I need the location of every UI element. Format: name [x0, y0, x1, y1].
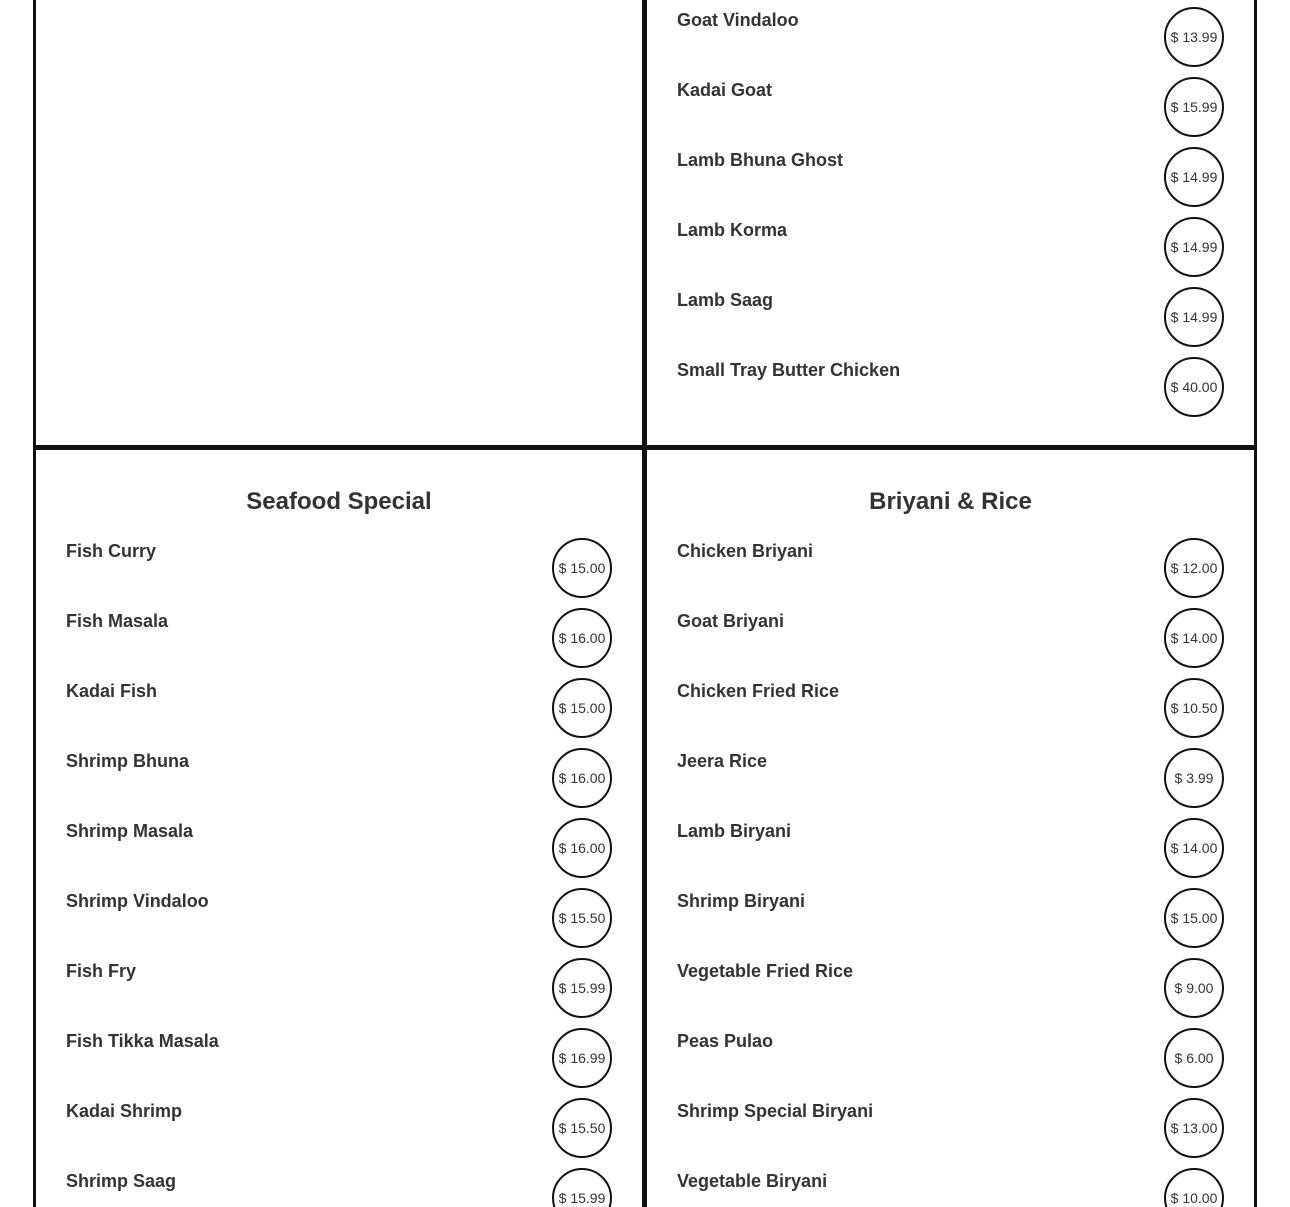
- menu-item: [36, 538, 642, 608]
- section-title: Seafood Special: [246, 488, 432, 515]
- item-name: Lamb Korma: [677, 220, 788, 240]
- item-name: Fish Masala: [66, 611, 169, 631]
- price-badge: $ 10.00: [1164, 1168, 1224, 1207]
- item-name: Lamb Bhuna Ghost: [677, 150, 843, 170]
- price-badge: $ 12.00: [1164, 538, 1224, 598]
- item-name: Vegetable Fried Rice: [677, 961, 854, 981]
- price-badge: $ 14.99: [1164, 287, 1224, 347]
- price-badge: $ 40.00: [1164, 357, 1224, 417]
- price-badge: $ 13.00: [1164, 1098, 1224, 1158]
- item-name: Shrimp Saag: [66, 1171, 177, 1191]
- price-badge: $ 15.00: [552, 678, 612, 738]
- menu-item: [36, 1168, 642, 1207]
- menu-item: [647, 888, 1254, 958]
- menu-item: [647, 958, 1254, 1028]
- item-name: Vegetable Biryani: [677, 1171, 828, 1191]
- item-name: Shrimp Special Biryani: [677, 1101, 874, 1121]
- item-name: Lamb Biryani: [677, 821, 792, 841]
- item-name: Fish Curry: [66, 541, 157, 561]
- item-name: Peas Pulao: [677, 1031, 774, 1051]
- item-name: Shrimp Biryani: [677, 891, 806, 911]
- price-badge: $ 15.50: [552, 888, 612, 948]
- price-badge: $ 15.99: [552, 1168, 612, 1207]
- menu-item: [36, 1098, 642, 1168]
- menu-item: [647, 7, 1254, 77]
- menu-item: [36, 608, 642, 678]
- menu-item: [647, 1028, 1254, 1098]
- price-badge: $ 16.00: [552, 818, 612, 878]
- menu-item: [36, 888, 642, 958]
- item-name: Goat Vindaloo: [677, 10, 799, 30]
- menu-item: [647, 77, 1254, 147]
- price-badge: $ 14.00: [1164, 818, 1224, 878]
- price-badge: $ 3.99: [1164, 748, 1224, 808]
- price-badge: $ 10.50: [1164, 678, 1224, 738]
- price-badge: $ 13.99: [1164, 7, 1224, 67]
- price-badge: $ 16.00: [552, 748, 612, 808]
- price-badge: $ 15.50: [552, 1098, 612, 1158]
- price-badge: $ 14.99: [1164, 147, 1224, 207]
- item-name: Kadai Fish: [66, 681, 158, 701]
- item-name: Fish Tikka Masala: [66, 1031, 219, 1051]
- price-badge: $ 16.00: [552, 608, 612, 668]
- menu-item: [647, 217, 1254, 287]
- menu-item: [36, 1028, 642, 1098]
- price-badge: $ 6.00: [1164, 1028, 1224, 1088]
- menu-item: [647, 748, 1254, 818]
- menu-item: [647, 287, 1254, 357]
- menu-item: [36, 678, 642, 748]
- item-name: Jeera Rice: [677, 751, 768, 771]
- top-left-panel: [36, 0, 642, 445]
- item-name: Shrimp Masala: [66, 821, 194, 841]
- menu-item: [647, 538, 1254, 608]
- menu-item: [36, 748, 642, 818]
- item-name: Fish Fry: [66, 961, 137, 981]
- menu-list-briyani: [647, 538, 1254, 1207]
- right-border: [1254, 0, 1257, 1207]
- price-badge: $ 14.99: [1164, 217, 1224, 277]
- price-badge: $ 15.99: [552, 958, 612, 1018]
- menu-item: [647, 147, 1254, 217]
- price-badge: $ 15.00: [1164, 888, 1224, 948]
- briyani-rice-panel: [647, 450, 1254, 1207]
- seafood-special-panel: [36, 450, 642, 1207]
- price-badge: $ 15.99: [1164, 77, 1224, 137]
- menu-list-seafood: [36, 538, 642, 1207]
- menu-item: [647, 357, 1254, 427]
- item-name: Lamb Saag: [677, 290, 774, 310]
- top-right-panel: [647, 0, 1254, 445]
- menu-item: [36, 818, 642, 888]
- price-badge: $ 16.99: [552, 1028, 612, 1088]
- price-badge: $ 15.00: [552, 538, 612, 598]
- item-name: Goat Briyani: [677, 611, 785, 631]
- item-name: Shrimp Vindaloo: [66, 891, 209, 911]
- item-name: Shrimp Bhuna: [66, 751, 190, 771]
- menu-item: [647, 818, 1254, 888]
- menu-item: [36, 958, 642, 1028]
- menu-item: [647, 1168, 1254, 1207]
- item-name: Kadai Goat: [677, 80, 773, 100]
- menu-list-top-right: [647, 7, 1254, 427]
- item-name: Chicken Briyani: [677, 541, 814, 561]
- item-name: Small Tray Butter Chicken: [677, 360, 901, 380]
- menu-item: [647, 1098, 1254, 1168]
- section-title: Briyani & Rice: [869, 488, 1032, 515]
- price-badge: $ 14.00: [1164, 608, 1224, 668]
- price-badge: $ 9.00: [1164, 958, 1224, 1018]
- item-name: Chicken Fried Rice: [677, 681, 840, 701]
- item-name: Kadai Shrimp: [66, 1101, 183, 1121]
- menu-item: [647, 608, 1254, 678]
- menu-item: [647, 678, 1254, 748]
